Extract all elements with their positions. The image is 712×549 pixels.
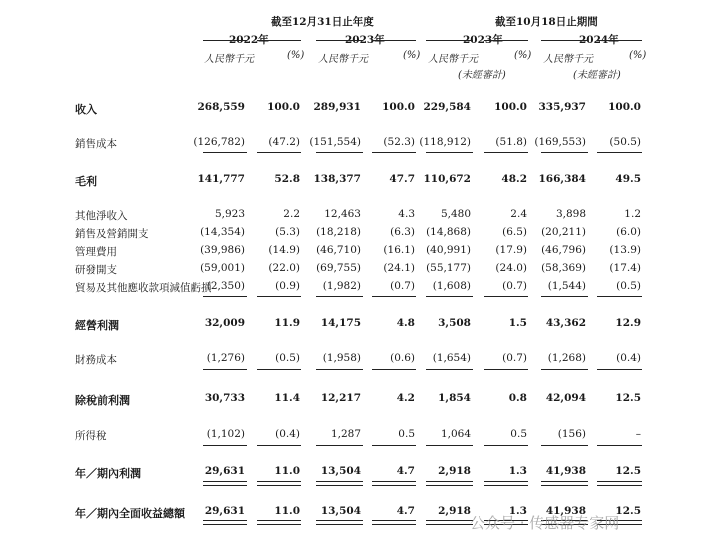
year-header-2022: 2022年 bbox=[229, 34, 269, 46]
column-rule bbox=[257, 520, 301, 525]
table-cell: (55,177) bbox=[426, 262, 471, 274]
table-cell: (6.3) bbox=[390, 226, 415, 238]
table-cell: 13,504 bbox=[320, 465, 361, 477]
column-rule bbox=[316, 40, 363, 41]
table-cell: (52.3) bbox=[383, 136, 415, 148]
table-cell: (14.9) bbox=[268, 244, 300, 256]
year-header-2023-interim: 2023年 bbox=[463, 34, 503, 46]
table-cell: 166,384 bbox=[538, 173, 586, 185]
table-cell: 4.8 bbox=[396, 317, 415, 329]
table-cell: 47.7 bbox=[389, 173, 415, 185]
table-cell: 1.3 bbox=[508, 465, 527, 477]
table-cell: (0.7) bbox=[390, 280, 415, 292]
pct-label: (%) bbox=[403, 50, 421, 61]
table-cell: (16.1) bbox=[383, 244, 415, 256]
column-rule bbox=[203, 445, 247, 446]
table-cell: 11.0 bbox=[274, 505, 300, 517]
table-cell: (51.8) bbox=[495, 136, 527, 148]
table-cell: 14,175 bbox=[320, 317, 361, 329]
column-rule bbox=[541, 152, 588, 153]
column-rule bbox=[597, 445, 642, 446]
table-cell: 30,733 bbox=[204, 392, 245, 404]
pct-label: (%) bbox=[629, 50, 647, 61]
column-rule bbox=[372, 445, 416, 446]
table-cell: (0.6) bbox=[390, 352, 415, 364]
table-cell: 41,938 bbox=[545, 505, 586, 517]
table-cell: 2,918 bbox=[438, 505, 471, 517]
table-cell: 12.5 bbox=[615, 392, 641, 404]
table-cell: (0.4) bbox=[275, 428, 300, 440]
column-rule bbox=[541, 40, 588, 41]
column-rule bbox=[316, 445, 363, 446]
table-cell: (126,782) bbox=[193, 136, 245, 148]
column-rule bbox=[484, 481, 528, 486]
column-rule bbox=[597, 481, 642, 486]
table-cell: (1,276) bbox=[206, 352, 245, 364]
table-cell: 1,287 bbox=[330, 428, 361, 440]
column-rule bbox=[316, 520, 363, 525]
table-cell: 5,923 bbox=[214, 208, 245, 220]
column-rule bbox=[541, 296, 588, 297]
column-rule bbox=[372, 481, 416, 486]
table-cell: (14,868) bbox=[426, 226, 471, 238]
row-label: 收入 bbox=[75, 103, 97, 116]
table-cell: (20,211) bbox=[541, 226, 586, 238]
row-label: 除稅前利潤 bbox=[75, 394, 130, 407]
column-rule bbox=[203, 520, 247, 525]
table-cell: 12,217 bbox=[320, 392, 361, 404]
column-rule bbox=[597, 296, 642, 297]
unit-label: 人民幣千元 bbox=[204, 54, 254, 65]
column-rule bbox=[203, 40, 247, 41]
table-cell: (0.5) bbox=[275, 352, 300, 364]
table-cell: (156) bbox=[557, 428, 586, 440]
table-cell: 100.0 bbox=[494, 101, 527, 113]
table-cell: 52.8 bbox=[274, 173, 300, 185]
table-cell: 32,009 bbox=[204, 317, 245, 329]
table-cell: 12.5 bbox=[615, 465, 641, 477]
table-cell: 13,504 bbox=[320, 505, 361, 517]
table-cell: 3,898 bbox=[555, 208, 586, 220]
table-cell: 229,584 bbox=[423, 101, 471, 113]
unit-label: 人民幣千元 bbox=[543, 54, 593, 65]
column-rule bbox=[203, 296, 247, 297]
table-cell: 100.0 bbox=[267, 101, 300, 113]
unaudited-note: (未經審計) bbox=[573, 70, 621, 81]
table-cell: (118,912) bbox=[419, 136, 471, 148]
row-label: 銷售及營銷開支 bbox=[75, 228, 149, 240]
table-cell: (69,755) bbox=[316, 262, 361, 274]
table-cell: 43,362 bbox=[545, 317, 586, 329]
table-cell: (50.5) bbox=[609, 136, 641, 148]
column-rule bbox=[257, 40, 301, 41]
column-rule bbox=[597, 152, 642, 153]
table-cell: 3,508 bbox=[438, 317, 471, 329]
table-cell: (46,710) bbox=[316, 244, 361, 256]
period-header-fiscal-year: 截至12月31日止年度 bbox=[271, 16, 374, 28]
table-cell: 268,559 bbox=[197, 101, 245, 113]
table-cell: 0.8 bbox=[508, 392, 527, 404]
pct-label: (%) bbox=[287, 50, 305, 61]
table-cell: 29,631 bbox=[204, 465, 245, 477]
table-cell: (47.2) bbox=[268, 136, 300, 148]
column-rule bbox=[372, 152, 416, 153]
table-cell: (1,608) bbox=[432, 280, 471, 292]
table-cell: 1,854 bbox=[438, 392, 471, 404]
table-cell: (0.9) bbox=[275, 280, 300, 292]
column-rule bbox=[484, 369, 528, 370]
column-rule bbox=[316, 369, 363, 370]
table-cell: 49.5 bbox=[615, 173, 641, 185]
table-cell: (0.4) bbox=[616, 352, 641, 364]
table-cell: 0.5 bbox=[510, 428, 527, 440]
table-cell: 11.9 bbox=[274, 317, 300, 329]
table-cell: (151,554) bbox=[309, 136, 361, 148]
table-cell: 41,938 bbox=[545, 465, 586, 477]
pct-label: (%) bbox=[514, 50, 532, 61]
row-label: 財務成本 bbox=[75, 354, 117, 366]
table-cell: 29,631 bbox=[204, 505, 245, 517]
table-cell: 1.5 bbox=[508, 317, 527, 329]
row-label: 年／期內全面收益總額 bbox=[75, 507, 185, 520]
column-rule bbox=[484, 152, 528, 153]
table-cell: (46,796) bbox=[541, 244, 586, 256]
column-rule bbox=[426, 296, 473, 297]
table-cell: (40,991) bbox=[426, 244, 471, 256]
table-cell: 4.3 bbox=[398, 208, 415, 220]
table-cell: 1.2 bbox=[624, 208, 641, 220]
table-cell: (2,350) bbox=[206, 280, 245, 292]
row-label: 經營利潤 bbox=[75, 319, 119, 332]
table-cell: 12.9 bbox=[615, 317, 641, 329]
table-cell: (5.3) bbox=[275, 226, 300, 238]
table-cell: 0.5 bbox=[398, 428, 415, 440]
column-rule bbox=[203, 369, 247, 370]
table-cell: 138,377 bbox=[313, 173, 361, 185]
table-cell: (0.7) bbox=[502, 280, 527, 292]
table-cell: – bbox=[635, 428, 641, 440]
table-cell: (18,218) bbox=[316, 226, 361, 238]
row-label: 貿易及其他應收款項減值虧損 bbox=[75, 282, 212, 294]
period-header-interim: 截至10月18日止期間 bbox=[495, 16, 598, 28]
table-cell: 48.2 bbox=[501, 173, 527, 185]
table-cell: (0.5) bbox=[616, 280, 641, 292]
row-label: 其他淨收入 bbox=[75, 210, 128, 222]
table-cell: 11.4 bbox=[274, 392, 300, 404]
table-cell: 12,463 bbox=[324, 208, 361, 220]
table-cell: 12.5 bbox=[615, 505, 641, 517]
column-rule bbox=[203, 481, 247, 486]
column-rule bbox=[426, 520, 473, 525]
table-cell: (169,553) bbox=[534, 136, 586, 148]
table-cell: 110,672 bbox=[423, 173, 471, 185]
table-cell: (13.9) bbox=[609, 244, 641, 256]
unaudited-note: (未經審計) bbox=[458, 70, 506, 81]
column-rule bbox=[372, 520, 416, 525]
table-cell: 100.0 bbox=[382, 101, 415, 113]
row-label: 所得稅 bbox=[75, 430, 107, 442]
table-cell: (1,268) bbox=[547, 352, 586, 364]
column-rule bbox=[316, 296, 363, 297]
row-label: 年／期內利潤 bbox=[75, 467, 141, 480]
column-rule bbox=[426, 40, 473, 41]
table-cell: 289,931 bbox=[313, 101, 361, 113]
column-rule bbox=[257, 152, 301, 153]
unit-label: 人民幣千元 bbox=[428, 54, 478, 65]
column-rule bbox=[372, 296, 416, 297]
table-cell: (6.0) bbox=[616, 226, 641, 238]
table-cell: (22.0) bbox=[268, 262, 300, 274]
table-cell: 4.7 bbox=[396, 465, 415, 477]
column-rule bbox=[257, 481, 301, 486]
table-cell: (1,102) bbox=[206, 428, 245, 440]
column-rule bbox=[426, 152, 473, 153]
column-rule bbox=[372, 40, 416, 41]
table-cell: 335,937 bbox=[538, 101, 586, 113]
column-rule bbox=[316, 481, 363, 486]
table-cell: (39,986) bbox=[200, 244, 245, 256]
table-cell: 4.7 bbox=[396, 505, 415, 517]
table-cell: (17.4) bbox=[609, 262, 641, 274]
column-rule bbox=[426, 445, 473, 446]
table-cell: 42,094 bbox=[545, 392, 586, 404]
watermark-text: 公众号 · 传感器专家网 bbox=[470, 514, 620, 532]
row-label: 銷售成本 bbox=[75, 138, 117, 150]
column-rule bbox=[484, 445, 528, 446]
table-cell: 5,480 bbox=[440, 208, 471, 220]
column-rule bbox=[257, 296, 301, 297]
column-rule bbox=[426, 481, 473, 486]
table-cell: 11.0 bbox=[274, 465, 300, 477]
row-label: 毛利 bbox=[75, 175, 97, 188]
table-cell: (17.9) bbox=[495, 244, 527, 256]
table-cell: 141,777 bbox=[197, 173, 245, 185]
column-rule bbox=[372, 369, 416, 370]
column-rule bbox=[541, 481, 588, 486]
table-cell: (1,958) bbox=[322, 352, 361, 364]
table-cell: 1.3 bbox=[508, 505, 527, 517]
column-rule bbox=[257, 445, 301, 446]
table-cell: (59,001) bbox=[200, 262, 245, 274]
table-cell: (58,369) bbox=[541, 262, 586, 274]
table-cell: (24.0) bbox=[495, 262, 527, 274]
year-header-2024-interim: 2024年 bbox=[579, 34, 619, 46]
row-label: 研發開支 bbox=[75, 264, 117, 276]
column-rule bbox=[597, 369, 642, 370]
column-rule bbox=[257, 369, 301, 370]
table-cell: 2,918 bbox=[438, 465, 471, 477]
column-rule bbox=[597, 40, 642, 41]
column-rule bbox=[484, 40, 528, 41]
table-cell: 4.2 bbox=[396, 392, 415, 404]
table-cell: (24.1) bbox=[383, 262, 415, 274]
table-cell: 2.4 bbox=[510, 208, 527, 220]
unit-label: 人民幣千元 bbox=[318, 54, 368, 65]
table-cell: 1,064 bbox=[440, 428, 471, 440]
column-rule bbox=[541, 445, 588, 446]
table-cell: (6.5) bbox=[502, 226, 527, 238]
table-cell: 2.2 bbox=[283, 208, 300, 220]
year-header-2023: 2023年 bbox=[345, 34, 385, 46]
column-rule bbox=[484, 296, 528, 297]
table-cell: (1,654) bbox=[432, 352, 471, 364]
table-cell: 100.0 bbox=[608, 101, 641, 113]
column-rule bbox=[316, 152, 363, 153]
column-rule bbox=[203, 152, 247, 153]
table-cell: (1,544) bbox=[547, 280, 586, 292]
table-cell: (14,354) bbox=[200, 226, 245, 238]
table-cell: (0.7) bbox=[502, 352, 527, 364]
row-label: 管理費用 bbox=[75, 246, 117, 258]
column-rule bbox=[426, 369, 473, 370]
table-cell: (1,982) bbox=[322, 280, 361, 292]
column-rule bbox=[541, 369, 588, 370]
